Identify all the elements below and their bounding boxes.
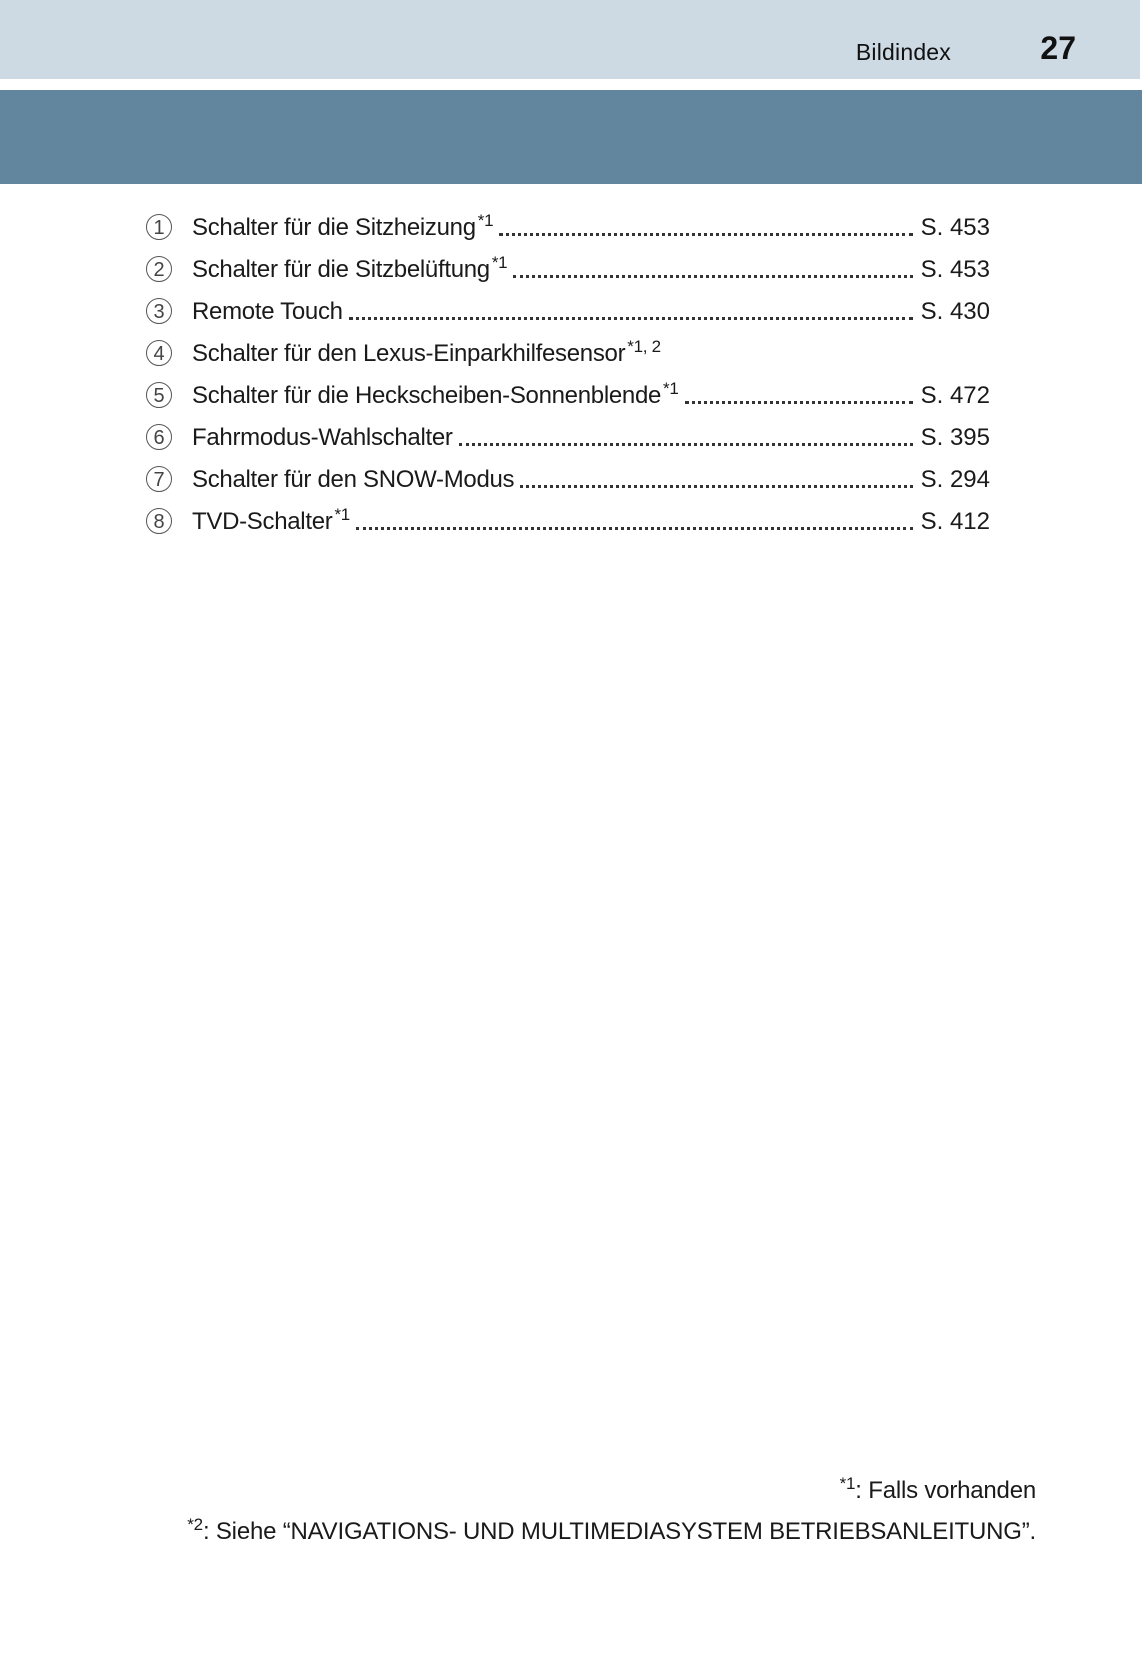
footnote-marker: *1 (839, 1474, 856, 1493)
footnote-2 (187, 1515, 1036, 1546)
page-reference[interactable]: S. 412 (920, 508, 990, 535)
page-reference[interactable]: S. 294 (920, 466, 990, 493)
footnote-text: : Siehe “NAVIGATIONS- UND MULTIMEDIASYSTEM BETRIEBSANLEITUNG”. (202, 1518, 1036, 1545)
item-label: Fahrmodus-Wahlschalter (192, 424, 453, 451)
dot-leader (685, 401, 913, 404)
circled-number: 1 (146, 214, 172, 240)
page-number: 27 (1040, 30, 1076, 66)
index-item-1[interactable] (146, 200, 990, 242)
item-label: Schalter für den Lexus-Einparkhilfesensor (192, 340, 626, 367)
item-label: TVD-Schalter (192, 508, 333, 535)
footnote-marker: *1 (491, 253, 508, 272)
page-reference[interactable]: S. 395 (920, 424, 990, 451)
circled-number: 5 (146, 382, 172, 408)
footnote-marker: *1, 2 (627, 337, 661, 356)
footnote-text: : Falls vorhanden (855, 1477, 1036, 1504)
item-label: Remote Touch (192, 298, 343, 325)
item-label: Schalter für die Sitzbelüftung (192, 256, 490, 283)
dot-leader (356, 527, 913, 530)
title-bar (0, 90, 1142, 184)
index-item-6[interactable] (146, 410, 990, 452)
circled-number: 6 (146, 424, 172, 450)
section-title: Bildindex (855, 39, 951, 65)
footnote-marker: *1 (334, 505, 350, 524)
page-reference[interactable]: S. 430 (920, 298, 990, 325)
dot-leader (499, 233, 912, 236)
index-item-3[interactable] (146, 284, 990, 326)
header-band (0, 0, 1142, 79)
index-item-7[interactable] (146, 452, 990, 494)
item-label: Schalter für die Heckscheiben-Sonnenblende (192, 382, 662, 409)
footnote-marker: *1 (477, 211, 494, 230)
dot-leader (520, 485, 912, 488)
dot-leader (513, 275, 912, 278)
page-reference[interactable]: S. 453 (920, 256, 990, 283)
page-reference[interactable]: S. 472 (920, 382, 990, 409)
circled-number: 8 (146, 508, 172, 534)
footnote-1 (839, 1474, 1036, 1505)
circled-number: 2 (146, 256, 172, 282)
picture-index-list (146, 200, 990, 536)
item-label: Schalter für die Sitzheizung (192, 214, 476, 241)
circled-number: 7 (146, 466, 172, 492)
item-label: Schalter für den SNOW-Modus (192, 466, 515, 493)
index-item-8[interactable] (146, 494, 990, 536)
circled-number: 4 (146, 340, 172, 366)
page-reference[interactable]: S. 453 (920, 214, 990, 241)
footnote-marker: *1 (663, 379, 679, 398)
circled-number: 3 (146, 298, 172, 324)
dot-leader (349, 317, 913, 320)
index-item-2[interactable] (146, 242, 990, 284)
dot-leader (459, 443, 913, 446)
footnote-marker: *2 (187, 1515, 203, 1534)
index-item-4 (146, 326, 990, 368)
index-item-5[interactable] (146, 368, 990, 410)
